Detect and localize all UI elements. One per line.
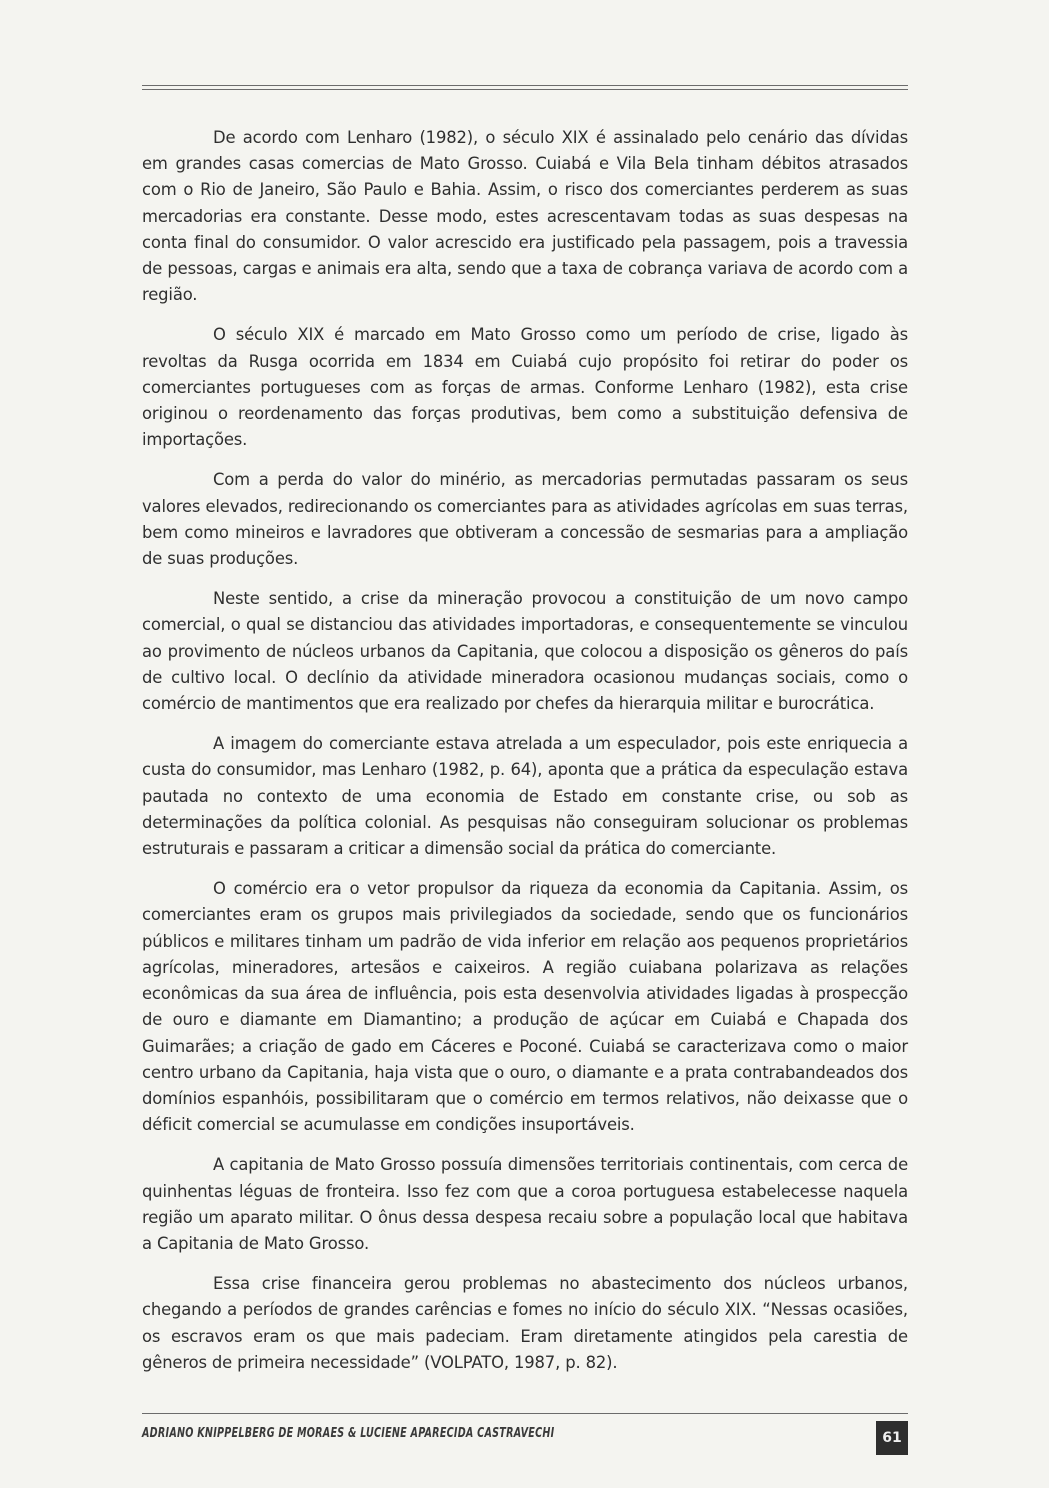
paragraph-5: A imagem do comerciante estava atrelada a um especulador, pois este enriquecia a custa do consumidor, mas Lenharo (1982, p. 64), aponta que a prática da especulação estava pautada no contexto de uma economia de Estado em constante crise, ou sob as determinações da política colonial. As pesquisas não conseguiram solucionar os problemas estruturais e passaram a criticar a dimensão social da prática do comerciante. [142,734,908,859]
paragraph-8: Essa crise financeira gerou problemas no abastecimento dos núcleos urbanos, chegando a períodos de grandes carências e fomes no início do século XIX. “Nessas ocasiões, os escravos eram os que mais padeciam. Eram diretamente atingidos pela carestia de gêneros de primeira necessidade” (VOLPATO, 1987, p. 82). [142,1274,908,1372]
paragraph-3: Com a perda do valor do minério, as mercadorias permutadas passaram os seus valores elevados, redirecionando os comerciantes para as atividades agrícolas em suas terras, bem como mineiros e lavradores que obtiveram a concessão de sesmarias para a ampliação de suas produções. [142,470,908,569]
paragraph-6: O comércio era o vetor propulsor da riqueza da economia da Capitania. Assim, os comerciantes eram os grupos mais privilegiados da sociedade, sendo que os funcionários públicos e militares tinham um padrão de vida inferior em relação aos pequenos proprietários agrícolas, mineradores, artesãos e caixeiros. A região cuiabana polarizava as relações econômicas da sua área de influência, pois esta desenvolvia atividades ligadas à prospecção de ouro e diamante em Diamantino; a produção de açúcar em Cuiabá e Chapada dos Guimarães; a criação de gado em Cáceres e Poconé. Cuiabá se caracterizava como o maior centro urbano da Capitania, haja vista que o ouro, o diamante e a prata contrabandeados dos domínios espanhóis, possibilitaram que o comércio em termos relativos, não deixasse que o déficit comercial se acumulasse em condições insuportáveis. [142,879,908,1135]
paragraph-2: O século XIX é marcado em Mato Grosso como um período de crise, ligado às revoltas da Rusga ocorrida em 1834 em Cuiabá cujo propósito foi retirar do poder os comerciantes portugueses com as forças de armas. Conforme Lenharo (1982), esta crise originou o reordenamento das forças produtivas, bem como a substituição defensiva de importações. [142,325,908,450]
paragraph-7: A capitania de Mato Grosso possuía dimensões territoriais continentais, com cerca de quinhentas léguas de fronteira. Isso fez com que a coroa portuguesa estabelecesse naquela região um aparato militar. O ônus dessa despesa recaiu sobre a população local que habitava a Capitania de Mato Grosso. [142,1155,908,1253]
footer-authors: ADRIANO KNIPPELBERG DE MORAES & LUCIENE APARECIDA CASTRAVECHI [142,1426,555,1441]
page-number: 61 [876,1421,908,1455]
footer-rule [142,1413,908,1414]
paragraph-1: De acordo com Lenharo (1982), o século XIX é assinalado pelo cenário das dívidas em grandes casas comercias de Mato Grosso. Cuiabá e Vila Bela tinham débitos atrasados com o Rio de Janeiro, São Paulo e Bahia. Assim, o risco dos comerciantes perderem as suas mercadorias era constante. Desse modo, estes acrescentavam todas as suas despesas na conta final do consumidor. O valor acrescido era justificado pela passagem, pois a travessia de pessoas, cargas e animais era alta, sendo que a taxa de cobrança variava de acordo com a região. [142,128,908,305]
body-text [142,125,908,1390]
paragraph-4: Neste sentido, a crise da mineração provocou a constituição de um novo campo comercial, o qual se distanciou das atividades importadoras, e consequentemente se vinculou ao provimento de núcleos urbanos da Capitania, que colocou a disposição os gêneros do país de cultivo local. O declínio da atividade mineradora ocasionou mudanças sociais, como o comércio de mantimentos que era realizado por chefes da hierarquia militar e burocrática. [142,589,908,714]
header-rule [142,85,908,90]
